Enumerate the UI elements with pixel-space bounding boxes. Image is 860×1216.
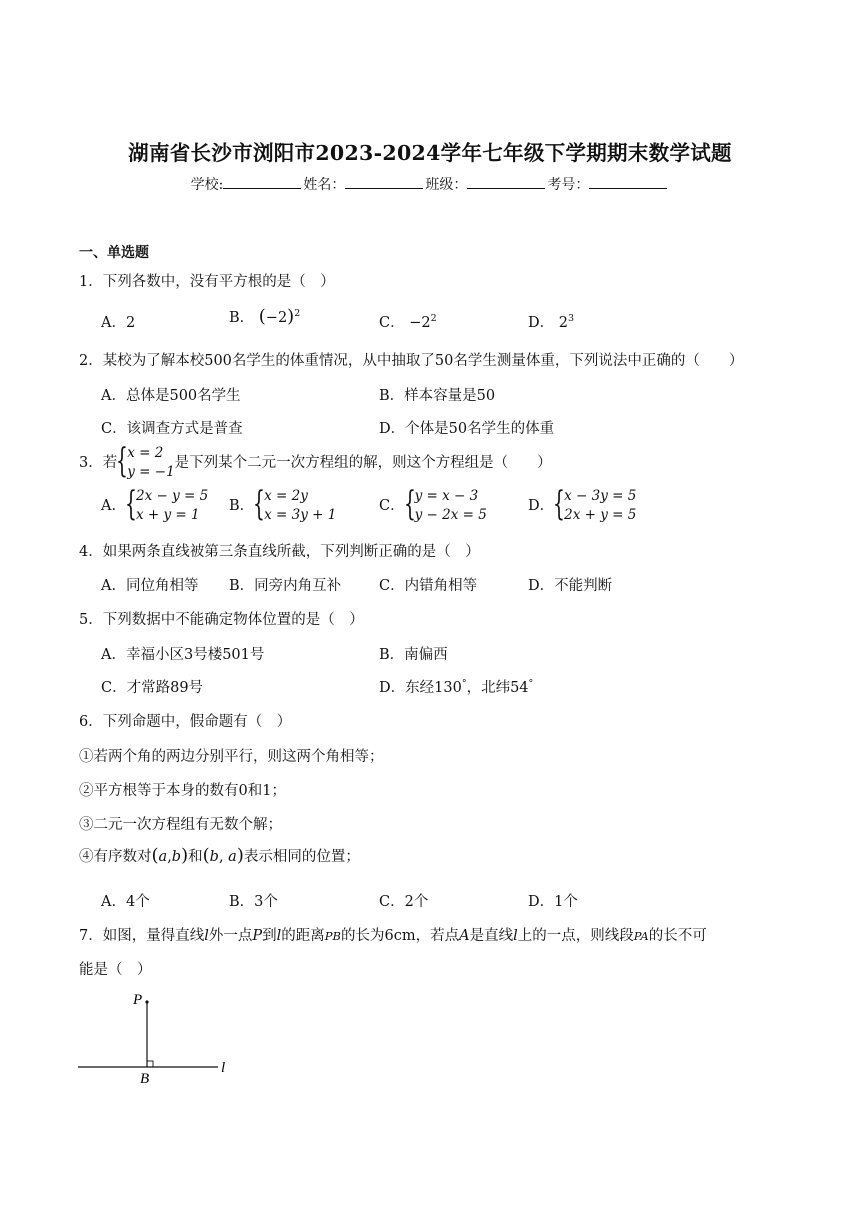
q1-option-c: C． $-2^2$ <box>379 313 437 331</box>
q3-given-system: { x = 2 y = −1 <box>116 441 175 481</box>
q3-option-c-label: C． <box>379 498 405 514</box>
q1-option-d-label: D． <box>528 315 555 331</box>
q1-option-b: B． $(-2)^2$ <box>229 306 301 327</box>
q5-option-b: B．南偏西 <box>379 647 448 663</box>
q7-text-i: 的长不可 <box>648 928 707 944</box>
q3-option-c-system: { y = x − 3 y − 2x = 5 <box>403 484 487 524</box>
q3-option-d <box>528 484 637 525</box>
q6-statement-3: ③二元一次方程组有无数个解； <box>79 817 282 833</box>
q7-text-g: 是直线 <box>469 928 514 944</box>
q3-option-b-system: { x = 2y x = 3y + 1 <box>253 484 337 524</box>
number-label: 考号： <box>547 177 590 193</box>
q5-option-a: A．幸福小区3号楼501号 <box>101 647 265 663</box>
q3-option-d-system: { x − 3y = 5 2x + y = 5 <box>553 484 637 524</box>
q4-option-a: A．同位角相等 <box>101 578 199 594</box>
q7-text-f: ，若点 <box>415 928 460 944</box>
name-blank <box>345 175 423 189</box>
q3-d-eq2: 2x + y = 5 <box>564 507 637 523</box>
class-blank <box>467 175 545 189</box>
q1-option-c-label: C． <box>379 315 405 331</box>
section-heading: 一、单选题 <box>79 245 149 261</box>
q6-statement-4: ④有序数对(a,b)和(b, a)表示相同的位置； <box>79 845 360 866</box>
q2-option-a: A．总体是500名学生 <box>101 388 241 404</box>
q5-d-longitude-label: D．东经 <box>379 680 435 696</box>
q3-stem <box>79 441 552 482</box>
q3-a-eq1: 2x − y = 5 <box>135 488 209 504</box>
q5-stem: 5．下列数据中不能确定物体位置的是（ ） <box>79 612 364 628</box>
q6-s4-pre: ④有序数对 <box>79 849 152 865</box>
q7-var-l-3: l <box>513 928 518 944</box>
student-info-line <box>0 174 860 194</box>
q4-option-c: C．内错角相等 <box>379 578 478 594</box>
q2-option-c: C．该调查方式是普查 <box>101 421 243 437</box>
name-label: 姓名： <box>303 177 346 193</box>
q3-option-c <box>379 484 487 525</box>
q1-option-d: D． $2^3$ <box>528 313 575 331</box>
q6-option-c: C．2个 <box>379 894 429 910</box>
q7-text-c: 到 <box>262 928 277 944</box>
q3-a-eq2: x + y = 1 <box>135 507 200 523</box>
q7-var-l: l <box>204 928 209 944</box>
q6-option-b: B．3个 <box>229 894 278 910</box>
q3-c-eq2: y − 2x = 5 <box>414 507 487 523</box>
q7-text-d: 的距离 <box>281 928 325 944</box>
q3-b-eq1: x = 2y <box>264 488 308 504</box>
q6-statement-2: ②平方根等于本身的数有0和1； <box>79 783 286 799</box>
q1-option-b-label: B． <box>229 310 255 326</box>
q3-c-eq1: y = x − 3 <box>414 488 479 504</box>
label-b: B <box>140 1071 150 1087</box>
school-blank <box>223 175 301 189</box>
label-p: P <box>133 992 143 1008</box>
q7-text-h: 上的一点，则线段 <box>517 928 634 944</box>
q5-d-latitude-label: ，北纬 <box>466 680 511 696</box>
q3-given-eq1: x = 2 <box>127 445 164 461</box>
point-p <box>145 1000 148 1003</box>
q7-text-b: 外一点 <box>208 928 253 944</box>
q1-option-a: A．2 <box>101 315 136 331</box>
q7-text-a: 7．如图，量得直线 <box>79 928 205 944</box>
q4-option-b: B．同旁内角互补 <box>229 578 342 594</box>
q3-option-b <box>229 484 337 525</box>
q6-option-d: D．1个 <box>528 894 578 910</box>
q2-option-d: D．个体是50名学生的体重 <box>379 421 555 437</box>
q2-stem: 2．某校为了解本校500名学生的体重情况，从中抽取了50名学生测量体重，下列说法中正确的（ ） <box>79 353 744 369</box>
q7-var-pa: PA <box>633 929 649 943</box>
q3-given-eq2: y = −1 <box>127 464 175 480</box>
q6-option-a: A．4个 <box>101 894 150 910</box>
q7-var-l-2: l <box>276 928 282 944</box>
q7-stem-line1 <box>79 924 707 945</box>
q3-stem-pre: 3．若 <box>79 455 118 471</box>
q6-s4-post: 表示相同的位置； <box>243 849 360 865</box>
q7-unit: cm <box>393 928 416 944</box>
school-label: 学校: <box>190 177 224 193</box>
q2-option-b: B．样本容量是50 <box>379 388 496 404</box>
q3-option-a-system: { 2x − y = 5 x + y = 1 <box>124 484 209 524</box>
q3-option-d-label: D． <box>528 498 555 514</box>
right-angle-mark <box>147 1061 153 1067</box>
q3-option-a-label: A． <box>101 498 126 514</box>
page-title: 湖南省长沙市浏阳市2023-2024学年七年级下学期期末数学试题 <box>128 141 732 165</box>
q5-option-d: D．东经130°，北纬54° <box>379 678 534 696</box>
q3-option-a <box>101 484 209 525</box>
q3-d-eq1: x − 3y = 5 <box>564 488 637 504</box>
class-label: 班级： <box>425 177 468 193</box>
q3-stem-post: 是下列某个二元一次方程组的解，则这个方程组是（ ） <box>174 455 552 471</box>
q5-option-c: C．才常路89号 <box>101 680 204 696</box>
q1-stem: 1．下列各数中，没有平方根的是（ ） <box>79 274 335 290</box>
q7-length: 6 <box>384 928 394 944</box>
q4-option-d: D．不能判断 <box>528 578 613 594</box>
q3-b-eq2: x = 3y + 1 <box>264 507 337 523</box>
q7-var-a: A <box>459 928 470 944</box>
q7-var-pb: PB <box>324 929 341 943</box>
label-l: l <box>221 1060 226 1076</box>
q7-stem-line2: 能是（ ） <box>79 962 152 978</box>
q6-stem: 6．下列命题中，假命题有（ ） <box>79 714 292 730</box>
q4-stem: 4．如果两条直线被第三条直线所截，下列判断正确的是（ ） <box>79 544 480 560</box>
q6-statement-1: ①若两个角的两边分别平行，则这两个角相等； <box>79 749 384 765</box>
q7-text-e: 的长为 <box>340 928 385 944</box>
q3-option-b-label: B． <box>229 498 255 514</box>
q7-var-p: P <box>252 928 263 944</box>
q7-figure <box>70 985 250 1090</box>
q6-s4-mid: 和 <box>188 849 203 865</box>
number-blank <box>589 175 667 189</box>
